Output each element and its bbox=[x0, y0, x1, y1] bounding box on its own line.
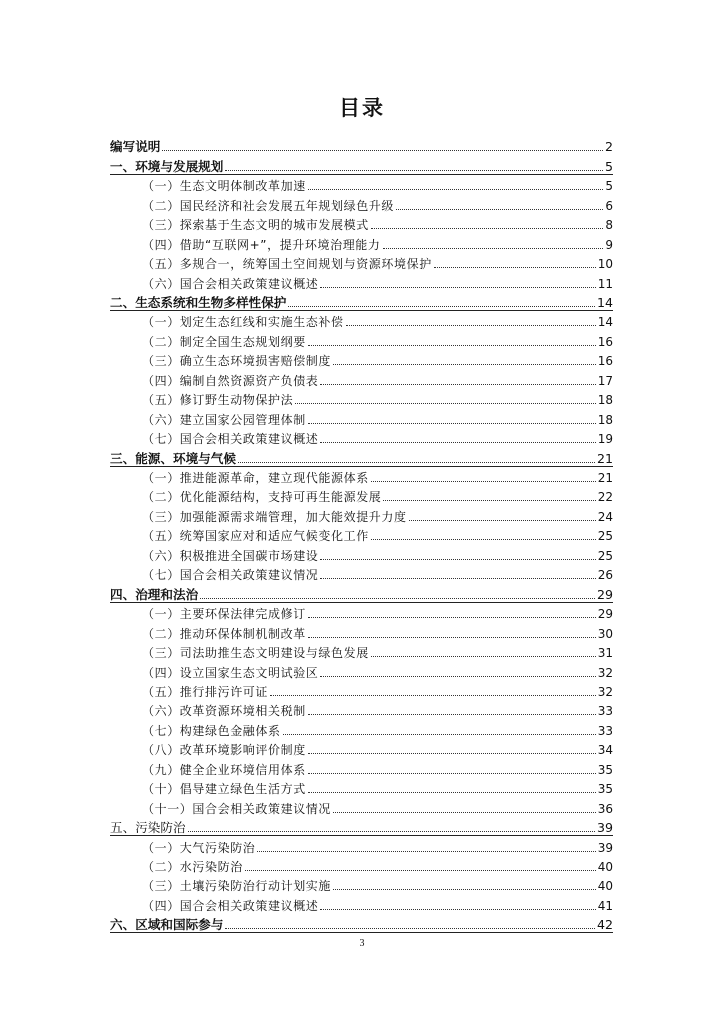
toc-section-entry[interactable] bbox=[142, 621, 613, 640]
toc-section-entry[interactable] bbox=[142, 427, 613, 446]
toc-chapter-entry[interactable] bbox=[110, 582, 613, 601]
toc-entry-page: 35 bbox=[597, 762, 613, 777]
toc-entry-label: （五）多规合一，统筹国土空间规划与资源环境保护 bbox=[142, 257, 432, 272]
dot-leader bbox=[308, 792, 596, 793]
toc-section-entry[interactable] bbox=[142, 407, 613, 426]
toc-entry-page: 29 bbox=[597, 607, 613, 622]
toc-entry-label: （二）国民经济和社会发展五年规划绿色升级 bbox=[142, 198, 395, 213]
toc-entry-page: 22 bbox=[597, 490, 613, 505]
toc-entry-page: 35 bbox=[597, 782, 613, 797]
toc-section-entry[interactable] bbox=[142, 271, 613, 290]
dot-leader bbox=[308, 345, 596, 346]
toc-section-entry[interactable] bbox=[142, 232, 613, 251]
toc-entry-label: （一）主要环保法律完成修订 bbox=[142, 607, 306, 622]
dot-leader bbox=[162, 150, 603, 151]
toc-entry-page: 30 bbox=[597, 626, 613, 641]
toc-entry-label: （七）国合会相关政策建议概述 bbox=[142, 432, 319, 447]
toc-entry-page: 2 bbox=[604, 139, 613, 155]
dot-leader bbox=[200, 598, 595, 599]
toc-entry-label: （九）健全企业环境信用体系 bbox=[142, 762, 306, 777]
toc-section-entry[interactable] bbox=[142, 174, 613, 193]
dot-leader bbox=[238, 462, 595, 463]
toc-chapter-entry[interactable] bbox=[110, 135, 613, 154]
toc-entry-page: 40 bbox=[597, 860, 613, 875]
dot-leader bbox=[371, 481, 596, 482]
toc-entry-page: 18 bbox=[597, 393, 613, 408]
toc-entry-page: 16 bbox=[597, 354, 613, 369]
toc-entry-page: 40 bbox=[597, 879, 613, 894]
toc-entry-label: 一、环境与发展规划 bbox=[110, 158, 224, 174]
toc-entry-page: 19 bbox=[597, 432, 613, 447]
toc-entry-label: （六）建立国家公园管理体制 bbox=[142, 412, 306, 427]
toc-entry-page: 32 bbox=[597, 665, 613, 680]
toc-entry-label: （五）统筹国家应对和适应气候变化工作 bbox=[142, 529, 369, 544]
toc-entry-page: 16 bbox=[597, 334, 613, 349]
toc-section-entry[interactable] bbox=[142, 193, 613, 212]
toc-entry-label: （二）水污染防治 bbox=[142, 860, 243, 875]
toc-entry-page: 31 bbox=[597, 646, 613, 661]
toc-section-entry[interactable] bbox=[142, 855, 613, 874]
toc-entry-page: 42 bbox=[596, 917, 613, 933]
toc-entry-page: 5 bbox=[604, 158, 613, 174]
toc-entry-label: （十一）国合会相关政策建议情况 bbox=[142, 801, 332, 816]
dot-leader bbox=[320, 384, 595, 385]
toc-entry-label: （五）推行排污许可证 bbox=[142, 684, 269, 699]
toc-entry-label: 六、区域和国际参与 bbox=[110, 917, 224, 933]
toc-entry-page: 6 bbox=[605, 198, 613, 213]
toc-entry-page: 33 bbox=[597, 723, 613, 738]
dot-leader bbox=[320, 559, 595, 560]
toc-section-entry[interactable] bbox=[142, 485, 613, 504]
toc-section-entry[interactable] bbox=[142, 543, 613, 562]
toc-entry-label: （二）推动环保体制机制改革 bbox=[142, 626, 306, 641]
toc-chapter-entry[interactable] bbox=[110, 913, 613, 932]
toc-entry-label: （一）推进能源革命，建立现代能源体系 bbox=[142, 471, 369, 486]
toc-section-entry[interactable] bbox=[142, 213, 613, 232]
toc-entry-page: 5 bbox=[605, 179, 613, 194]
dot-leader bbox=[409, 520, 596, 521]
dot-leader bbox=[270, 695, 596, 696]
toc-chapter-entry[interactable] bbox=[110, 446, 613, 465]
chapter-rule bbox=[110, 932, 613, 933]
dot-leader bbox=[308, 617, 596, 618]
page-number: 3 bbox=[359, 938, 365, 949]
toc-section-entry[interactable] bbox=[142, 252, 613, 271]
toc-entry-page: 36 bbox=[597, 801, 613, 816]
toc-section-entry[interactable] bbox=[142, 602, 613, 621]
dot-leader bbox=[371, 539, 596, 540]
toc-entry-page: 32 bbox=[597, 684, 613, 699]
toc-section-entry[interactable] bbox=[142, 757, 613, 776]
toc-section-entry[interactable] bbox=[142, 524, 613, 543]
toc-entry-label: （一）大气污染防治 bbox=[142, 840, 256, 855]
toc-entry-label: （四）国合会相关政策建议概述 bbox=[142, 898, 319, 913]
dot-leader bbox=[383, 500, 595, 501]
dot-leader bbox=[320, 442, 595, 443]
toc-entry-label: （十）倡导建立绿色生活方式 bbox=[142, 782, 306, 797]
toc-entry-page: 21 bbox=[597, 471, 613, 486]
dot-leader bbox=[333, 889, 596, 890]
dot-leader bbox=[308, 637, 596, 638]
dot-leader bbox=[434, 267, 596, 268]
toc-section-entry[interactable] bbox=[142, 641, 613, 660]
dot-leader bbox=[225, 170, 603, 171]
document-title: 目录 bbox=[339, 96, 385, 120]
toc-entry-page: 8 bbox=[605, 218, 613, 233]
toc-entry-page: 14 bbox=[597, 315, 613, 330]
toc-entry-label: （四）编制自然资源资产负债表 bbox=[142, 373, 319, 388]
toc-entry-page: 41 bbox=[597, 898, 613, 913]
toc-entry-label: （四）借助“互联网+”，提升环境治理能力 bbox=[142, 237, 381, 252]
dot-leader bbox=[295, 403, 596, 404]
toc-entry-label: （三）确立生态环境损害赔偿制度 bbox=[142, 354, 332, 369]
toc-section-entry[interactable] bbox=[142, 894, 613, 913]
dot-leader bbox=[346, 325, 596, 326]
toc-section-entry[interactable] bbox=[142, 874, 613, 893]
dot-leader bbox=[320, 676, 595, 677]
dot-leader bbox=[371, 656, 596, 657]
toc-section-entry[interactable] bbox=[142, 368, 613, 387]
toc-entry-page: 39 bbox=[596, 820, 613, 836]
toc-entry-label: 五、污染防治 bbox=[110, 820, 186, 836]
toc-entry-page: 29 bbox=[596, 586, 613, 602]
toc-entry-page: 25 bbox=[597, 548, 613, 563]
toc-entry-label: （六）改革资源环境相关税制 bbox=[142, 704, 306, 719]
toc-section-entry[interactable] bbox=[142, 466, 613, 485]
toc-entry-page: 21 bbox=[596, 450, 613, 466]
toc-entry-label: 四、治理和法治 bbox=[110, 586, 199, 602]
toc-section-entry[interactable] bbox=[142, 699, 613, 718]
toc-entry-page: 9 bbox=[605, 237, 613, 252]
toc-entry-page: 26 bbox=[597, 568, 613, 583]
toc-section-entry[interactable] bbox=[142, 777, 613, 796]
toc-section-entry[interactable] bbox=[142, 330, 613, 349]
toc-section-entry[interactable] bbox=[142, 505, 613, 524]
toc-entry-label: （三）加强能源需求端管理，加大能效提升力度 bbox=[142, 509, 407, 524]
toc-entry-page: 25 bbox=[597, 529, 613, 544]
dot-leader bbox=[383, 248, 604, 249]
dot-leader bbox=[225, 928, 595, 929]
dot-leader bbox=[320, 909, 595, 910]
toc-entry-page: 14 bbox=[596, 294, 613, 310]
toc-entry-page: 34 bbox=[597, 743, 613, 758]
toc-entry-page: 10 bbox=[597, 257, 613, 272]
toc-entry-label: （三）探索基于生态文明的城市发展模式 bbox=[142, 218, 369, 233]
dot-leader bbox=[308, 753, 596, 754]
dot-leader bbox=[308, 189, 604, 190]
dot-leader bbox=[308, 773, 596, 774]
toc-section-entry[interactable] bbox=[142, 796, 613, 815]
toc-entry-page: 33 bbox=[597, 704, 613, 719]
toc-section-entry[interactable] bbox=[142, 835, 613, 854]
dot-leader bbox=[333, 364, 596, 365]
toc-entry-label: （三）司法助推生态文明建设与绿色发展 bbox=[142, 646, 369, 661]
toc-chapter-entry[interactable] bbox=[110, 291, 613, 310]
dot-leader bbox=[188, 831, 595, 832]
dot-leader bbox=[283, 734, 596, 735]
dot-leader bbox=[245, 870, 596, 871]
toc-section-entry[interactable] bbox=[142, 719, 613, 738]
toc-entry-page: 39 bbox=[597, 840, 613, 855]
toc-entry-label: 编写说明 bbox=[110, 139, 161, 155]
toc-entry-page: 11 bbox=[597, 276, 613, 291]
toc-entry-label: （一）生态文明体制改革加速 bbox=[142, 179, 306, 194]
toc-entry-label: （八）改革环境影响评价制度 bbox=[142, 743, 306, 758]
toc-entry-label: （三）土壤污染防治行动计划实施 bbox=[142, 879, 332, 894]
toc-entry-label: （一）划定生态红线和实施生态补偿 bbox=[142, 315, 344, 330]
toc-section-entry[interactable] bbox=[142, 388, 613, 407]
toc-entry-label: （二）制定全国生态规划纲要 bbox=[142, 334, 306, 349]
toc-entry-label: （七）构建绿色金融体系 bbox=[142, 723, 281, 738]
toc-entry-page: 17 bbox=[597, 373, 613, 388]
toc-chapter-entry[interactable] bbox=[110, 816, 613, 835]
toc-entry-label: （七）国合会相关政策建议情况 bbox=[142, 568, 319, 583]
dot-leader bbox=[288, 306, 595, 307]
toc-entry-label: （五）修订野生动物保护法 bbox=[142, 393, 294, 408]
toc-entry-label: （六）积极推进全国碳市场建设 bbox=[142, 548, 319, 563]
dot-leader bbox=[371, 228, 604, 229]
toc-chapter-entry[interactable] bbox=[110, 154, 613, 173]
toc-section-entry[interactable] bbox=[142, 310, 613, 329]
toc-entry-label: （四）设立国家生态文明试验区 bbox=[142, 665, 319, 680]
toc-section-entry[interactable] bbox=[142, 738, 613, 757]
toc-entry-label: （二）优化能源结构，支持可再生能源发展 bbox=[142, 490, 382, 505]
dot-leader bbox=[257, 851, 595, 852]
dot-leader bbox=[308, 423, 596, 424]
dot-leader bbox=[396, 209, 603, 210]
toc-entry-page: 18 bbox=[597, 412, 613, 427]
toc-section-entry[interactable] bbox=[142, 349, 613, 368]
toc-entry-label: 二、生态系统和生物多样性保护 bbox=[110, 294, 287, 310]
dot-leader bbox=[308, 714, 596, 715]
dot-leader bbox=[333, 812, 596, 813]
dot-leader bbox=[320, 578, 595, 579]
toc-section-entry[interactable] bbox=[142, 660, 613, 679]
toc-entry-label: 三、能源、环境与气候 bbox=[110, 450, 236, 466]
toc-entry-page: 24 bbox=[597, 509, 613, 524]
toc-section-entry[interactable] bbox=[142, 680, 613, 699]
dot-leader bbox=[320, 287, 595, 288]
toc-section-entry[interactable] bbox=[142, 563, 613, 582]
toc-entry-label: （六）国合会相关政策建议概述 bbox=[142, 276, 319, 291]
